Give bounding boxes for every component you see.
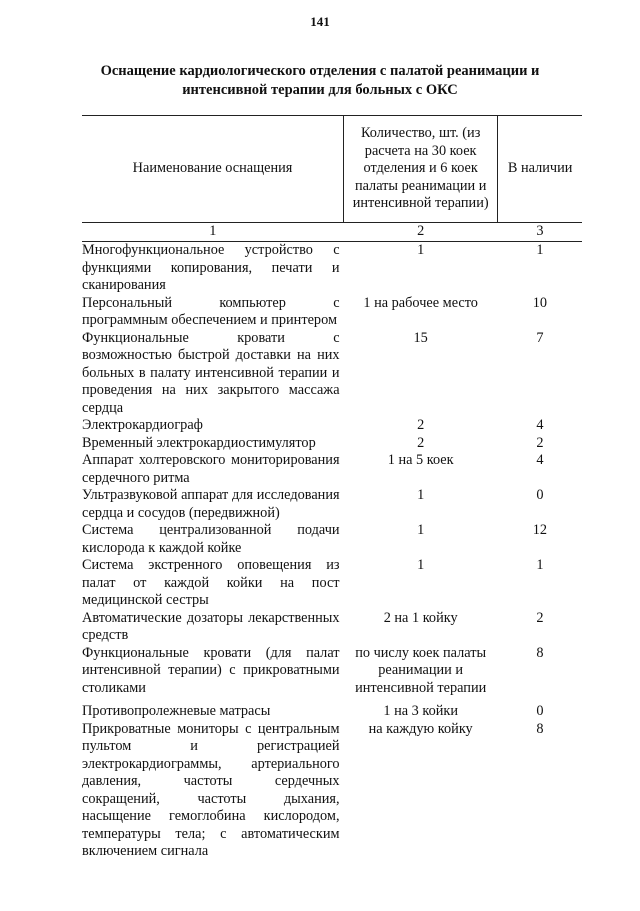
equipment-name: Ультразвуковой аппарат для исследования сердца и сосудов (передвижной): [82, 487, 340, 521]
column-number: 1: [82, 223, 344, 242]
table-row: [82, 697, 582, 721]
equipment-quantity: 2: [417, 434, 425, 451]
table-row: [82, 522, 582, 557]
table-row: [82, 610, 582, 645]
table-row: [82, 487, 582, 522]
equipment-name: Функциональные кровати с возможностью быстрой доставки на них больных в палату интенсивной терапии и проведения на них закрытого массажа сердца: [82, 329, 340, 416]
page-number: 141: [310, 14, 330, 29]
table-row: [82, 242, 582, 295]
header-name: Наименование оснащения: [82, 116, 344, 223]
equipment-quantity: 1: [417, 522, 425, 538]
equipment-name: Автоматические дозаторы лекарственных средств: [82, 609, 340, 643]
equipment-quantity: 1 на 3 койки: [383, 703, 458, 719]
header-quantity: Количество, шт. (из расчета на 30 коек отделения и 6 коек палаты реанимации и интенсивной терапии): [344, 116, 498, 223]
table-row: [82, 330, 582, 418]
equipment-available: 10: [532, 294, 548, 311]
equipment-available: 4: [536, 452, 544, 468]
equipment-quantity: 1: [417, 242, 425, 258]
table-row: [82, 295, 582, 330]
equipment-quantity: 2: [417, 417, 425, 433]
equipment-available: 8: [536, 644, 544, 661]
equipment-available: 0: [536, 487, 544, 503]
table-row: [82, 417, 582, 435]
table-row: [82, 557, 582, 610]
equipment-quantity: на каждую койку: [368, 720, 473, 737]
equipment-quantity: 15: [413, 329, 428, 346]
document-title: Оснащение кардиологического отделения с палатой реанимации и интенсивной терапии для больных с ОКС: [100, 63, 540, 98]
equipment-available: 8: [536, 720, 544, 737]
table-row: [82, 435, 582, 453]
equipment-quantity: 1: [417, 557, 425, 573]
equipment-available: 0: [536, 703, 544, 719]
equipment-available: 1: [536, 242, 544, 258]
equipment-name: Система экстренного оповещения из палат от каждой койки на пост медицинской сестры: [82, 557, 340, 608]
equipment-quantity: 1 на рабочее место: [363, 294, 478, 311]
equipment-name: Персональный компьютер с программным обеспечением и принтером: [82, 294, 340, 328]
equipment-name: Прикроватные мониторы с центральным пультом и регистрацией электрокардиограммы, артериального давления, частоты сердечных сокращений, частоты дыхания, насыщение гемоглобина кислородом, температуры тела; с автоматическим включением сигнала: [82, 720, 340, 859]
equipment-quantity: 1 на 5 коек: [387, 452, 454, 468]
equipment-available: 2: [536, 609, 544, 626]
table-header-row: [82, 116, 582, 223]
equipment-name: Временный электрокардиостимулятор: [82, 434, 316, 451]
table-row: [82, 721, 582, 861]
column-number-row: [82, 223, 582, 242]
equipment-available: 4: [536, 417, 544, 433]
table-row: [82, 452, 582, 487]
header-available: В наличии: [498, 116, 582, 223]
table-row: [82, 645, 582, 698]
equipment-name: Аппарат холтеровского мониторирования сердечного ритма: [82, 452, 340, 486]
equipment-name: Противопролежневые матрасы: [82, 703, 271, 719]
equipment-quantity: по числу коек палаты реанимации и интенсивной терапии: [355, 644, 487, 696]
equipment-quantity: 2 на 1 койку: [383, 609, 458, 626]
equipment-name: Функциональные кровати (для палат интенсивной терапии) с прикроватными столиками: [82, 644, 340, 696]
equipment-name: Многофункциональное устройство с функциями копирования, печати и сканирования: [82, 242, 340, 293]
equipment-available: 7: [536, 329, 544, 346]
column-number: 3: [498, 223, 582, 242]
equipment-table: [82, 115, 582, 861]
column-number: 2: [344, 223, 498, 242]
equipment-available: 1: [536, 557, 544, 573]
equipment-name: Электрокардиограф: [82, 417, 203, 433]
equipment-available: 2: [536, 434, 544, 451]
equipment-quantity: 1: [417, 487, 425, 503]
equipment-name: Система централизованной подачи кислорода к каждой койке: [82, 522, 340, 556]
equipment-available: 12: [532, 522, 548, 538]
